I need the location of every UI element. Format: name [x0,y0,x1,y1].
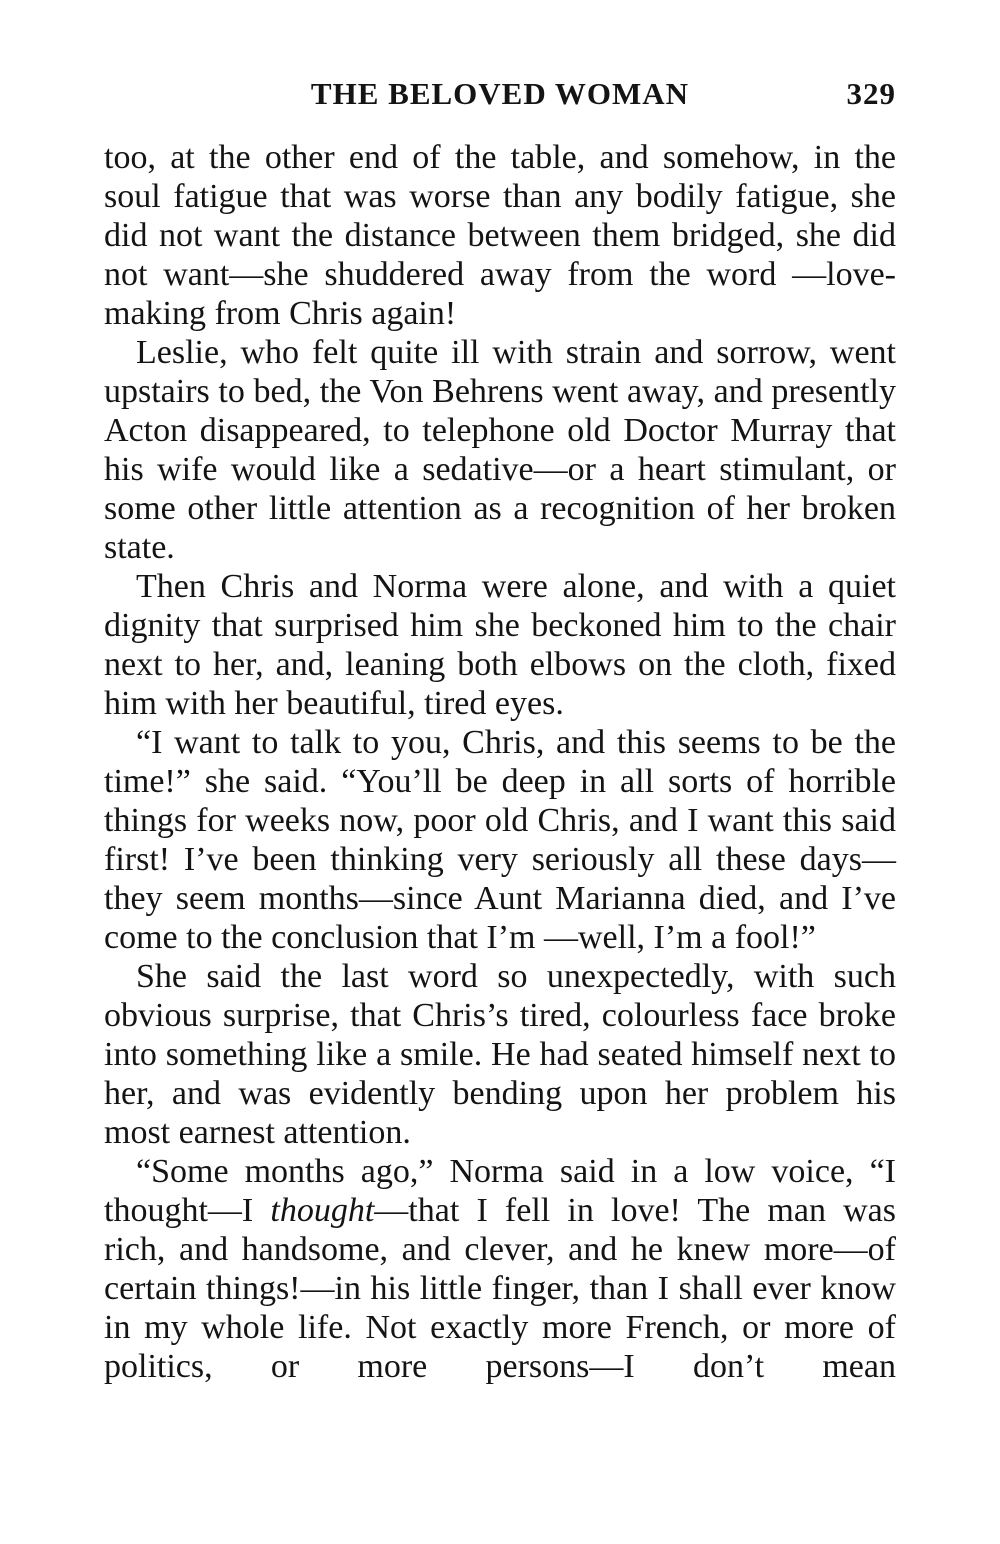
paragraph-norma-speech: “I want to talk to you, Chris, and this seems to be the time!” she said. “You’ll be deep in all sorts of horrible things for weeks now, poor old Chris, and I want this said first! I’ve been thinking very seriously all these days—they seem months—since Aunt Marianna died, and I’ve come to the conclusion that I’m —well, I’m a fool!” [104,724,896,956]
running-head [104,74,896,116]
paragraph-leslie: Leslie, who felt quite ill with strain and sorrow, went upstairs to bed, the Von Behrens went away, and presently Acton disappeared, to telephone old Doctor Murray that his wife would like a sedative—or a heart stimulant, or some other little attention as a recognition of her broken state. [104,334,896,566]
body-text [104,138,896,1386]
book-page [104,74,896,1386]
paragraph-some-months-ago [104,1152,896,1386]
page-number: 329 [846,76,896,111]
paragraph-chris-and-norma: Then Chris and Norma were alone, and with a quiet dignity that surprised him she beckoned him to the chair next to her, and, leaning both elbows on the cloth, fixed him with her beautiful, tired eyes. [104,568,896,722]
paragraph-chris-smile: She said the last word so unexpectedly, with such obvious surprise, that Chris’s tired, colourless face broke into something like a smile. He had seated himself next to her, and was evidently bending upon her problem his most earnest attention. [104,958,896,1151]
running-head-title: THE BELOVED WOMAN [310,76,690,111]
italic-emphasis: thought [270,1192,375,1229]
paragraph-text-after-italic: —that I fell in love! The man was rich, and handsome, and clever, and he knew more—of certain things!—in his little finger, than I shall ever know in my whole life. Not exactly more French, or more of politics, or more persons—I don’t mean [104,1192,897,1385]
paragraph-text-before-italic: “Some months ago,” Norma said in a low voice, “I thought—I [104,1153,896,1229]
paragraph-continued: too, at the other end of the table, and somehow, in the soul fatigue that was worse than any bodily fatigue, she did not want the distance between them bridged, she did not want—she shuddered away from the word —love-making from Chris again! [104,139,896,332]
